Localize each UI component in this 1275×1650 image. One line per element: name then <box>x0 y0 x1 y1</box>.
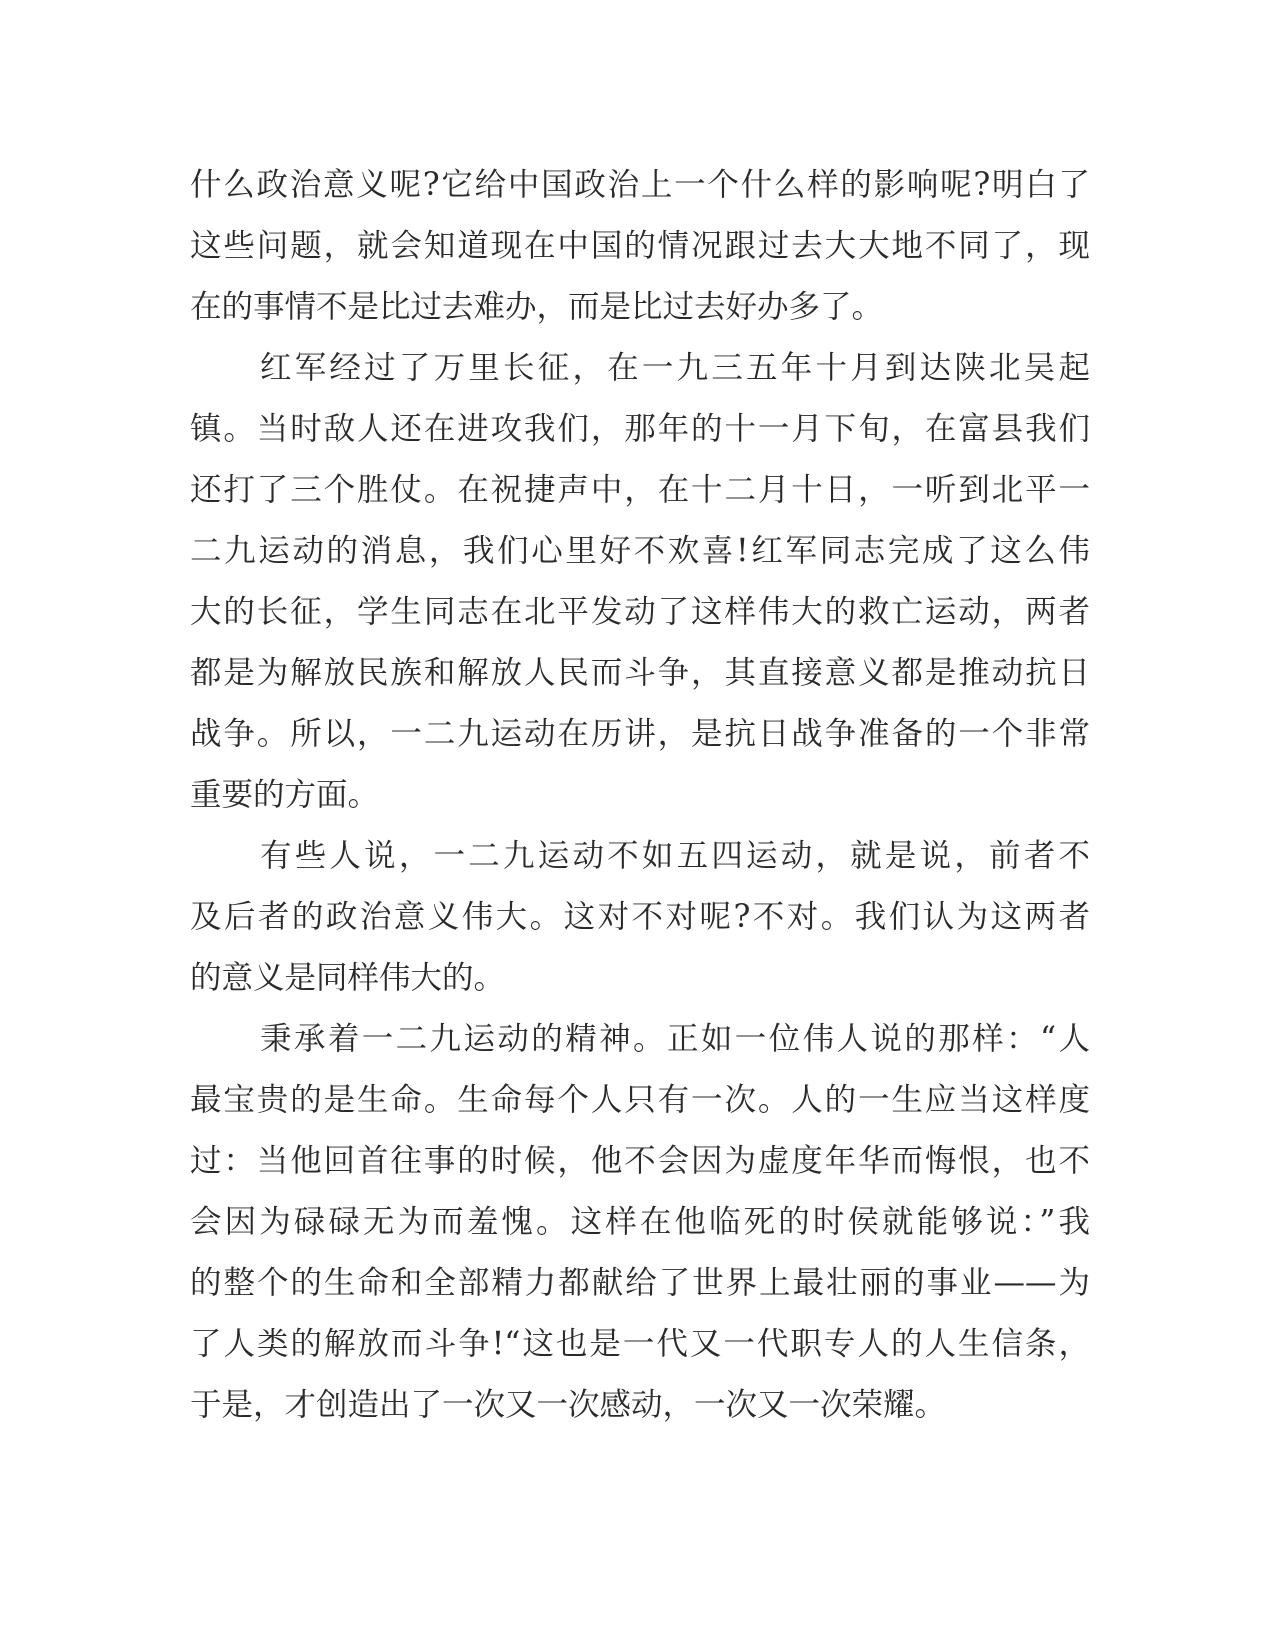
text-line: 的整个的生命和全部精力都献给了世界上最壮丽的事业——为 <box>190 1265 1090 1301</box>
paragraph-2 <box>190 338 1090 826</box>
text-line: 秉承着一二九运动的精神。正如一位伟人说的那样：“人 <box>260 1021 1090 1057</box>
text-line: 战争。所以，一二九运动在历讲，是抗日战争准备的一个非常 <box>190 716 1090 752</box>
document-page <box>190 155 1090 1436</box>
text-line: 二九运动的消息，我们心里好不欢喜!红军同志完成了这么伟 <box>190 533 1090 569</box>
text-line: 都是为解放民族和解放人民而斗争，其直接意义都是推动抗日 <box>190 655 1090 691</box>
text-line: 有些人说，一二九运动不如五四运动，就是说，前者不 <box>260 838 1090 874</box>
paragraph-4 <box>190 1009 1090 1436</box>
text-line: 重要的方面。 <box>190 777 380 813</box>
text-line: 最宝贵的是生命。生命每个人只有一次。人的一生应当这样度 <box>190 1082 1090 1118</box>
text-line: 这些问题，就会知道现在中国的情况跟过去大大地不同了，现 <box>190 228 1090 264</box>
text-line: 在的事情不是比过去难办，而是比过去好办多了。 <box>190 289 884 325</box>
text-line: 会因为碌碌无为而羞愧。这样在他临死的时侯就能够说：”我 <box>190 1204 1090 1240</box>
text-line: 的意义是同样伟大的。 <box>190 960 506 996</box>
text-line: 过：当他回首往事的时候，他不会因为虚度年华而悔恨，也不 <box>190 1143 1090 1179</box>
text-line: 大的长征，学生同志在北平发动了这样伟大的救亡运动，两者 <box>190 594 1090 630</box>
text-line: 及后者的政治意义伟大。这对不对呢?不对。我们认为这两者 <box>190 899 1090 935</box>
paragraph-1 <box>190 155 1090 338</box>
text-line: 于是，才创造出了一次又一次感动，一次又一次荣耀。 <box>190 1387 947 1423</box>
text-line: 镇。当时敌人还在进攻我们，那年的十一月下旬，在富县我们 <box>190 411 1090 447</box>
text-line: 什么政治意义呢?它给中国政治上一个什么样的影响呢?明白了 <box>190 167 1090 203</box>
paragraph-3 <box>190 826 1090 1009</box>
text-line: 红军经过了万里长征，在一九三五年十月到达陕北吴起 <box>260 350 1090 386</box>
text-line: 还打了三个胜仗。在祝捷声中，在十二月十日，一听到北平一 <box>190 472 1090 508</box>
text-line: 了人类的解放而斗争!“这也是一代又一代职专人的人生信条， <box>190 1326 1090 1362</box>
